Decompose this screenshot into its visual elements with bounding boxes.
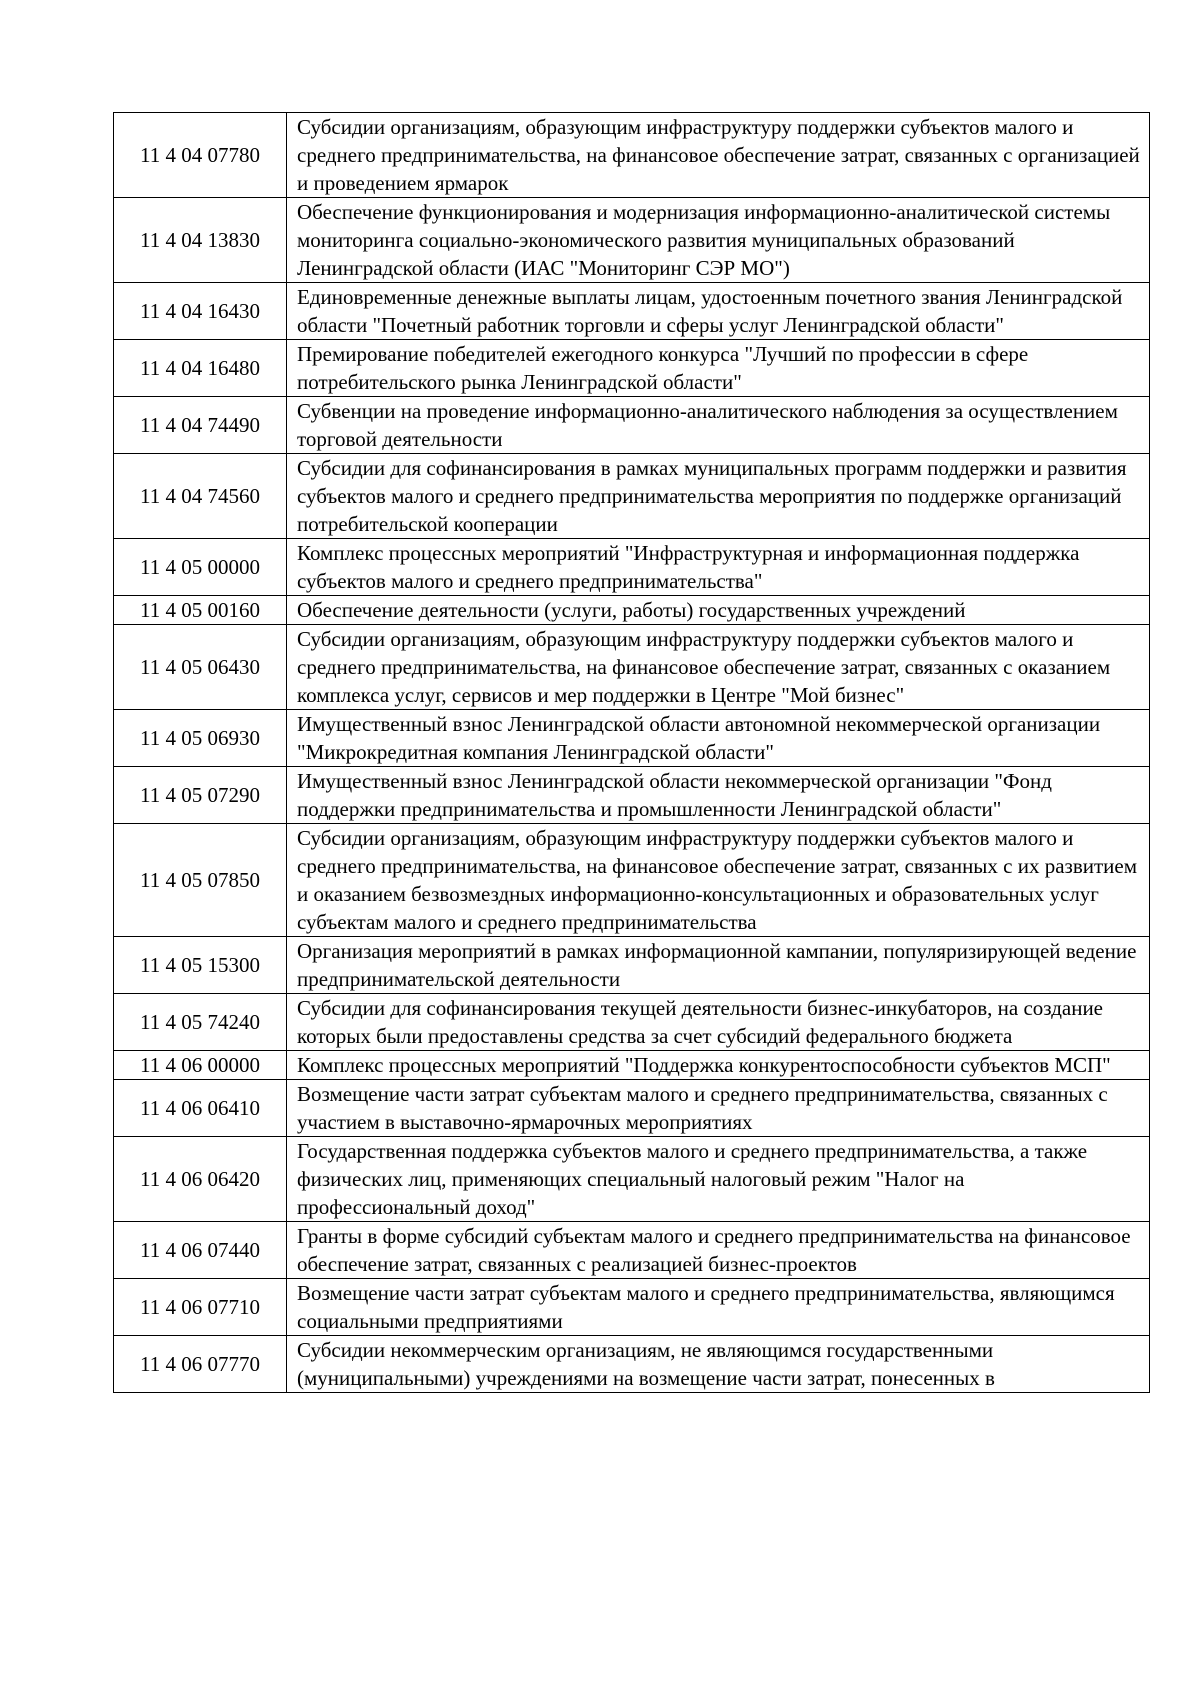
row-description: Субсидии организациям, образующим инфраструктуру поддержки субъектов малого и среднего предпринимательства, на финансовое обеспечение затрат, связанных с оказанием комплекса услуг, сервисов и мер поддержки в Центре "Мой бизнес" <box>287 625 1150 710</box>
table-row <box>114 1080 1150 1137</box>
table-row <box>114 198 1150 283</box>
table-row <box>114 596 1150 625</box>
row-code: 11 4 04 74490 <box>114 397 287 454</box>
table-row <box>114 1336 1150 1393</box>
table-row <box>114 454 1150 539</box>
row-code: 11 4 05 06930 <box>114 710 287 767</box>
table-row <box>114 824 1150 937</box>
row-code: 11 4 06 06410 <box>114 1080 287 1137</box>
table-row <box>114 625 1150 710</box>
row-description: Обеспечение деятельности (услуги, работы) государственных учреждений <box>287 596 1150 625</box>
row-description: Государственная поддержка субъектов малого и среднего предпринимательства, а также физических лиц, применяющих специальный налоговый режим "Налог на профессиональный доход" <box>287 1137 1150 1222</box>
table-body <box>114 113 1150 1393</box>
row-code: 11 4 05 00160 <box>114 596 287 625</box>
table-row <box>114 1222 1150 1279</box>
row-code: 11 4 05 74240 <box>114 994 287 1051</box>
row-description: Субсидии некоммерческим организациям, не являющимся государственными (муниципальными) учреждениями на возмещение части затрат, понесенных в <box>287 1336 1150 1393</box>
row-description: Субсидии для софинансирования в рамках муниципальных программ поддержки и развития субъектов малого и среднего предпринимательства мероприятия по поддержке организаций потребительской кооперации <box>287 454 1150 539</box>
row-description: Премирование победителей ежегодного конкурса "Лучший по профессии в сфере потребительского рынка Ленинградской области" <box>287 340 1150 397</box>
row-description: Субсидии организациям, образующим инфраструктуру поддержки субъектов малого и среднего предпринимательства, на финансовое обеспечение затрат, связанных с их развитием и оказанием безвозмездных информационно-консультационных и образовательных услуг субъектам малого и среднего предпринимательства <box>287 824 1150 937</box>
row-code: 11 4 05 07290 <box>114 767 287 824</box>
row-description: Имущественный взнос Ленинградской области некоммерческой организации "Фонд поддержки предпринимательства и промышленности Ленинградской области" <box>287 767 1150 824</box>
row-code: 11 4 06 07440 <box>114 1222 287 1279</box>
table-row <box>114 1279 1150 1336</box>
table-row <box>114 283 1150 340</box>
row-code: 11 4 06 00000 <box>114 1051 287 1080</box>
row-description: Единовременные денежные выплаты лицам, удостоенным почетного звания Ленинградской области "Почетный работник торговли и сферы услуг Ленинградской области" <box>287 283 1150 340</box>
row-description: Возмещение части затрат субъектам малого и среднего предпринимательства, являющимся социальными предприятиями <box>287 1279 1150 1336</box>
row-description: Обеспечение функционирования и модернизация информационно-аналитической системы мониторинга социально-экономического развития муниципальных образований Ленинградской области (ИАС "Мониторинг СЭР МО") <box>287 198 1150 283</box>
table-row <box>114 539 1150 596</box>
row-description: Субсидии для софинансирования текущей деятельности бизнес-инкубаторов, на создание которых были предоставлены средства за счет субсидий федерального бюджета <box>287 994 1150 1051</box>
row-description: Комплекс процессных мероприятий "Поддержка конкурентоспособности субъектов МСП" <box>287 1051 1150 1080</box>
row-code: 11 4 05 06430 <box>114 625 287 710</box>
row-code: 11 4 05 00000 <box>114 539 287 596</box>
table-row <box>114 1051 1150 1080</box>
table-row <box>114 937 1150 994</box>
row-code: 11 4 05 07850 <box>114 824 287 937</box>
row-description: Гранты в форме субсидий субъектам малого и среднего предпринимательства на финансовое обеспечение затрат, связанных с реализацией бизнес-проектов <box>287 1222 1150 1279</box>
table-row <box>114 113 1150 198</box>
row-code: 11 4 05 15300 <box>114 937 287 994</box>
row-description: Субвенции на проведение информационно-аналитического наблюдения за осуществлением торговой деятельности <box>287 397 1150 454</box>
table-row <box>114 1137 1150 1222</box>
row-code: 11 4 04 16430 <box>114 283 287 340</box>
row-code: 11 4 04 07780 <box>114 113 287 198</box>
row-description: Имущественный взнос Ленинградской области автономной некоммерческой организации "Микрокредитная компания Ленинградской области" <box>287 710 1150 767</box>
table-row <box>114 994 1150 1051</box>
table-row <box>114 340 1150 397</box>
row-code: 11 4 06 07710 <box>114 1279 287 1336</box>
row-description: Организация мероприятий в рамках информационной кампании, популяризирующей ведение предпринимательской деятельности <box>287 937 1150 994</box>
row-description: Возмещение части затрат субъектам малого и среднего предпринимательства, связанных с участием в выставочно-ярмарочных мероприятиях <box>287 1080 1150 1137</box>
row-code: 11 4 04 74560 <box>114 454 287 539</box>
row-description: Комплекс процессных мероприятий "Инфраструктурная и информационная поддержка субъектов малого и среднего предпринимательства" <box>287 539 1150 596</box>
budget-codes-table <box>113 112 1150 1393</box>
row-code: 11 4 04 13830 <box>114 198 287 283</box>
row-code: 11 4 06 06420 <box>114 1137 287 1222</box>
table-row <box>114 767 1150 824</box>
table-row <box>114 397 1150 454</box>
row-description: Субсидии организациям, образующим инфраструктуру поддержки субъектов малого и среднего предпринимательства, на финансовое обеспечение затрат, связанных с организацией и проведением ярмарок <box>287 113 1150 198</box>
row-code: 11 4 04 16480 <box>114 340 287 397</box>
row-code: 11 4 06 07770 <box>114 1336 287 1393</box>
table-row <box>114 710 1150 767</box>
